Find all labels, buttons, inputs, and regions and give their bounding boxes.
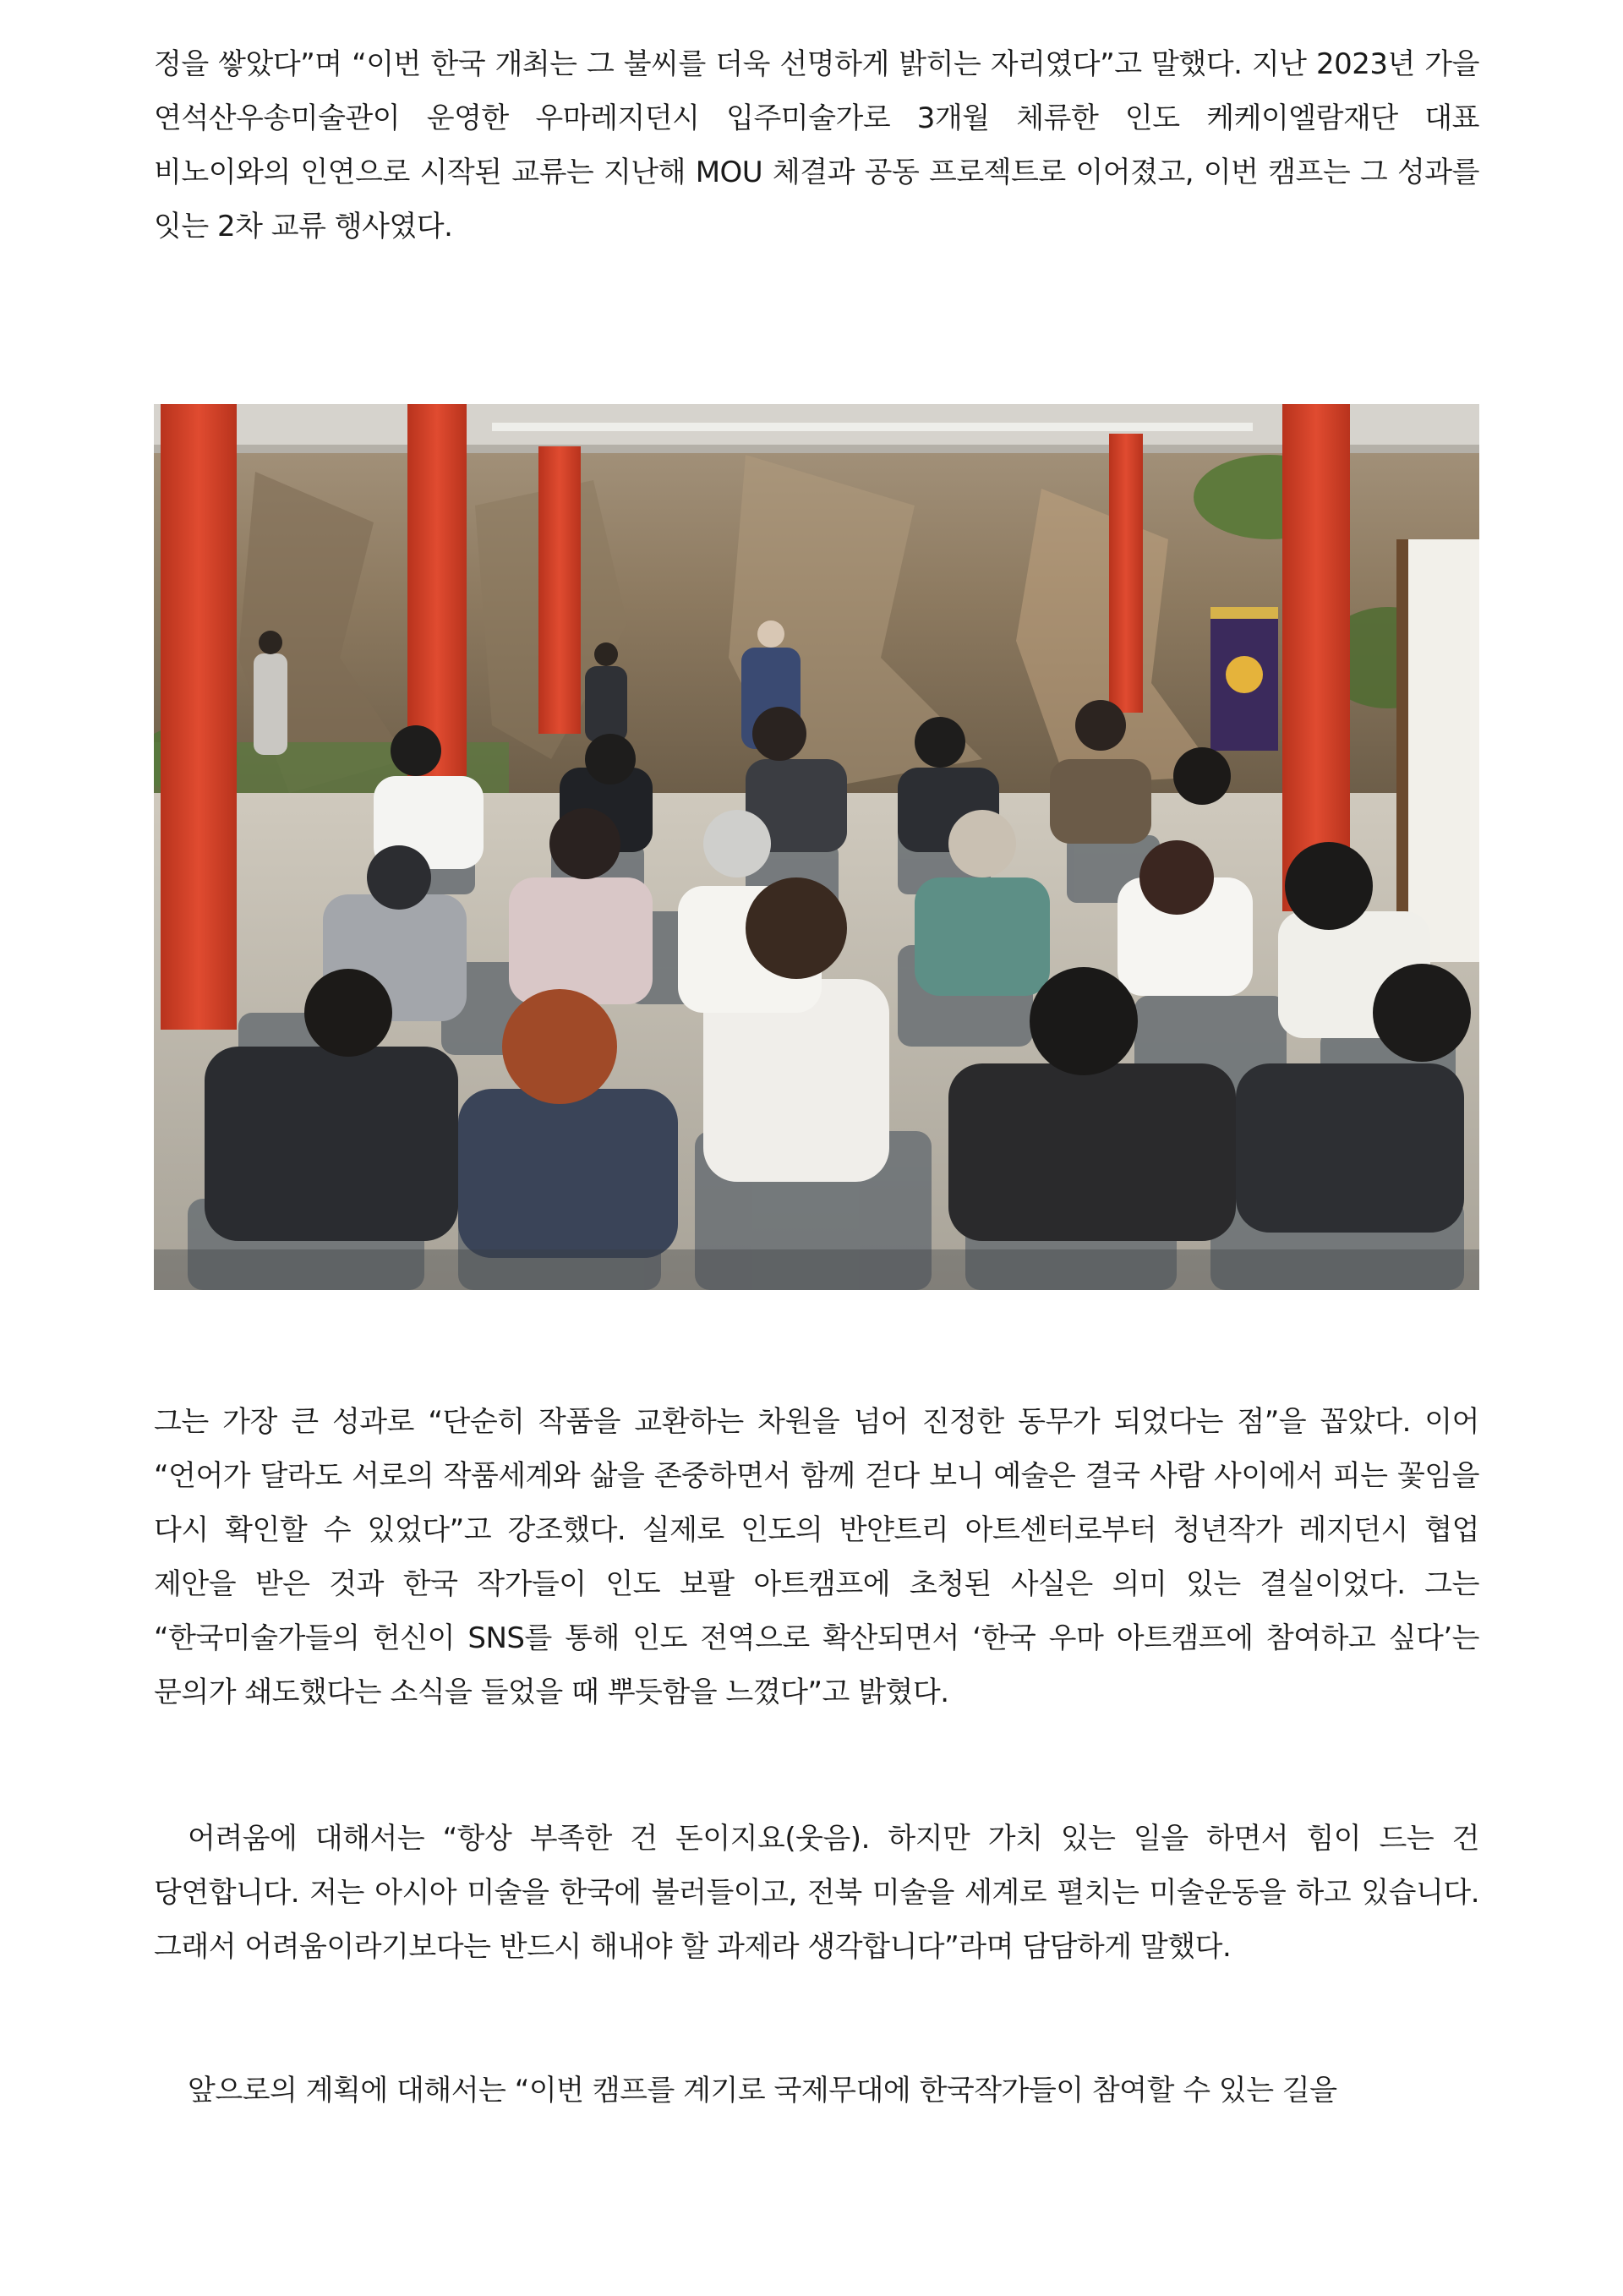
article-paragraph-1: 정을 쌓았다”며 “이번 한국 개최는 그 불씨를 더욱 선명하게 밝히는 자리였다”고 말했다. 지난 2023년 가을 연석산우송미술관이 운영한 우마레지던시 입주미술가로 3개월 체류한 인도 케케이엘람재단 대표 비노이와의 인연으로 시작된 교류는 지난해 MOU 체결과 공동 프로젝트로 이어졌고, 이번 캠프는 그 성과를 잇는 2차 교류 행사였다. bbox=[154, 47, 1479, 243]
event-photo bbox=[154, 404, 1479, 1290]
event-photo-illustration bbox=[154, 404, 1479, 1290]
article-paragraph-4: 앞으로의 계획에 대해서는 “이번 캠프를 계기로 국제무대에 한국작가들이 참여할 수 있는 길을 bbox=[188, 2074, 1337, 2107]
article-paragraph-3: 어려움에 대해서는 “항상 부족한 건 돈이지요(웃음). 하지만 가치 있는 일을 하면서 힘이 드는 건 당연합니다. 저는 아시아 미술을 한국에 불러들이고, 전북 미술을 세계로 펼치는 미술운동을 하고 있습니다. 그래서 어려움이라기보다는 반드시 해내야 할 과제라 생각합니다”라며 담담하게 말했다. bbox=[154, 1822, 1479, 1964]
article-paragraph-2: 그는 가장 큰 성과로 “단순히 작품을 교환하는 차원을 넘어 진정한 동무가 되었다는 점”을 꼽았다. 이어 “언어가 달라도 서로의 작품세계와 삶을 존중하면서 함께 걷다 보니 예술은 결국 사람 사이에서 피는 꽃임을 다시 확인할 수 있었다”고 강조했다. 실제로 인도의 반얀트리 아트센터로부터 청년작가 레지던시 협업 제안을 받은 것과 한국 작가들이 인도 보팔 아트캠프에 초청된 사실은 의미 있는 결실이었다. 그는 “한국미술가들의 헌신이 SNS를 통해 인도 전역으로 확산되면서 ‘한국 우마 아트캠프에 참여하고 싶다’는 문의가 쇄도했다는 소식을 들었을 때 뿌듯함을 느꼈다”고 밝혔다. bbox=[154, 1405, 1479, 1709]
